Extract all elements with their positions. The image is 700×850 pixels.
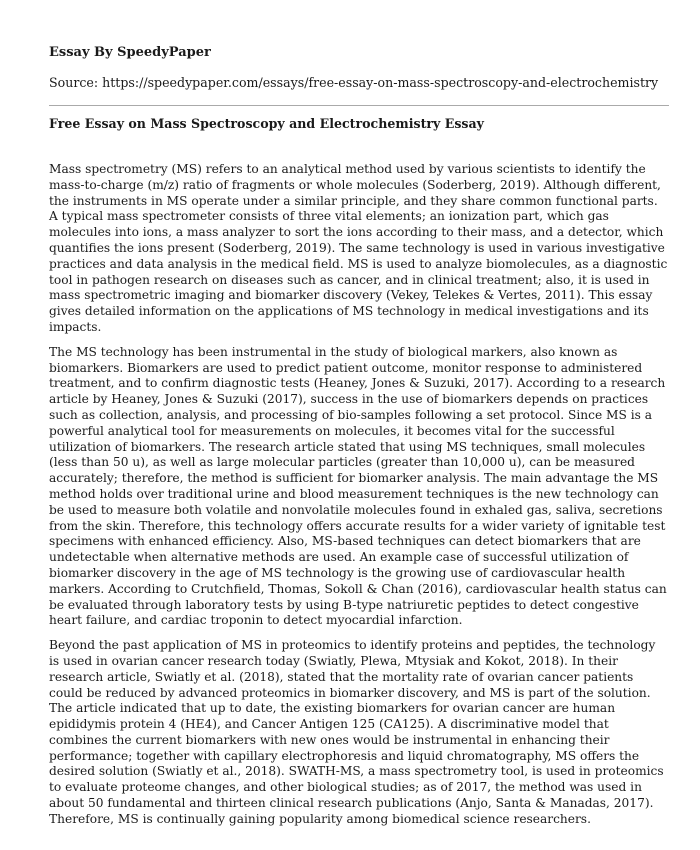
essay-author-line: Essay By SpeedyPaper — [49, 45, 211, 60]
document-title: Free Essay on Mass Spectroscopy and Electrochemistry Essay — [49, 116, 484, 131]
paragraph: The MS technology has been instrumental in the study of biological markers, also known as biomarkers. Biomarkers are used to predict patient outcome, monitor response to administered treatment, and to confirm diagnostic tests (Heaney, Jones & Suzuki, 2017). According to a research article by Heaney, Jones & Suzuki (2017), success in the use of biomarkers depends on practices such as collection, analysis, and processing of bio-samples following a set protocol. Since MS is a powerful analytical tool for measurements on molecules, it becomes vital for the successful utilization of biomarkers. The research article stated that using MS techniques, small molecules (less than 50 u), as well as large molecular particles (greater than 10,000 u), can be measured accurately; therefore, the method is sufficient for biomarker analysis. The main advantage the MS method holds over traditional urine and blood measurement techniques is the new technology can be used to measure both volatile and nonvolatile molecules found in exhaled gas, saliva, secretions from the skin. Therefore, this technology offers accurate results for a wider variety of ignitable test specimens with enhanced efficiency. Also, MS-based techniques can detect biomarkers that are undetectable when alternative methods are used. An example case of successful utilization of biomarker discovery in the age of MS technology is the growing use of cardiovascular health markers. According to Crutchfield, Thomas, Sokoll & Chan (2016), cardiovascular health status can be evaluated through laboratory tests by using B-type natriuretic peptides to detect congestive heart failure, and cardiac troponin to detect myocardial infarction. — [49, 344, 667, 628]
paragraph: Mass spectrometry (MS) refers to an analytical method used by various scientists to identify the mass-to-charge (m/z) ratio of fragments or whole molecules (Soderberg, 2019). Although different, the instruments in MS operate under a similar principle, and they share common functional parts. A typical mass spectrometer consists of three vital elements; an ionization part, which gas molecules into ions, a mass analyzer to sort the ions according to their mass, and a detector, which quantifies the ions present (Soderberg, 2019). The same technology is used in various investigative practices and data analysis in the medical field. MS is used to analyze biomolecules, as a diagnostic tool in pathogen research on diseases such as cancer, and in clinical treatment; also, it is used in mass spectrometric imaging and biomarker discovery (Vekey, Telekes & Vertes, 2011). This essay gives detailed information on the applications of MS technology in medical investigations and its impacts. — [49, 162, 668, 334]
essay-body — [49, 162, 669, 828]
header-divider — [49, 105, 669, 106]
paragraph: Beyond the past application of MS in proteomics to identify proteins and peptides, the technology is used in ovarian cancer research today (Swiatly, Plewa, Mtysiak and Kokot, 2018). In their research article, Swiatly et al. (2018), stated that the mortality rate of ovarian cancer patients could be reduced by advanced proteomics in biomarker discovery, and MS is part of the solution. The article indicated that up to date, the existing biomarkers for ovarian cancer are human epididymis protein 4 (HE4), and Cancer Antigen 125 (CA125). A discriminative model that combines the current biomarkers with new ones would be instrumental in enhancing their performance; together with capillary electrophoresis and liquid chromatography, MS offers the desired solution (Swiatly et al., 2018). SWATH-MS, a mass spectrometry tool, is used in proteomics to evaluate proteome changes, and other biological studies; as of 2017, the method was used in about 50 fundamental and thirteen clinical research publications (Anjo, Santa & Manadas, 2017). Therefore, MS is continually gaining popularity among biomedical science researchers. — [49, 638, 664, 826]
source-url-line: Source: https://speedypaper.com/essays/free-essay-on-mass-spectroscopy-and-electrochemistry — [49, 75, 659, 90]
